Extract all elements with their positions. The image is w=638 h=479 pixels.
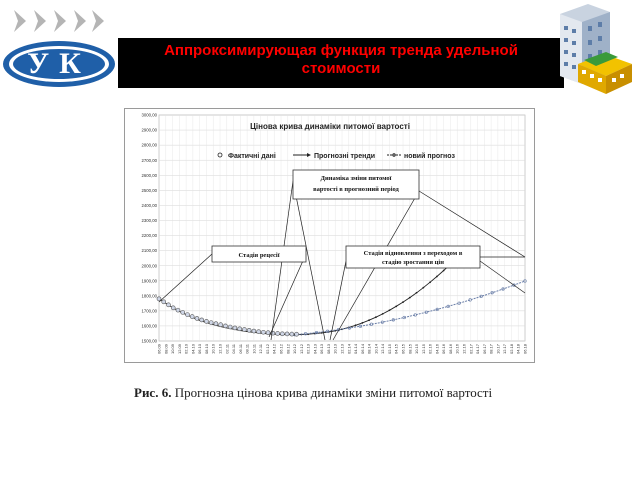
x-tick-label: 06.11 [237,344,243,354]
annotation-forecast-line2: вартості в прогнозний період [313,186,399,193]
x-tick-label: 06.10 [197,344,203,355]
x-tick-label: 06.15 [400,344,406,355]
series-point-trend [382,313,384,315]
series-point-actual [176,308,180,312]
series-point-actual [195,316,199,320]
x-tick-label: 02.12 [264,344,270,355]
x-tick-label: 04.13 [312,344,318,355]
series-point-actual [223,324,227,328]
x-tick-label: 12.09 [176,344,182,355]
series-point-trend [389,309,391,311]
x-tick-label: 08.16 [447,344,453,355]
y-tick-label: 2400,00 [141,203,157,208]
x-tick-label: 06.12 [278,344,284,355]
figure-caption [134,385,554,401]
y-tick-label: 3000,00 [141,112,157,118]
x-tick-label: 12.17 [502,344,508,355]
series-point-actual [157,297,161,301]
x-tick-label: 12.14 [380,344,386,355]
y-tick-label: 2100,00 [141,248,157,254]
y-tick-label: 1800,00 [141,293,157,299]
x-tick-label: 06.18 [522,344,528,355]
x-tick-label: 10.12 [292,344,298,355]
x-tick-label: 04.15 [393,344,399,355]
y-tick-label: 2700,00 [141,157,157,163]
x-tick-label: 04.14 [353,344,359,355]
x-tick-label: 08.14 [366,344,372,355]
x-tick-label: 06.16 [441,344,447,355]
x-tick-label: 02.15 [386,344,392,355]
page-title [118,38,564,88]
series-point-actual [295,332,299,336]
x-tick-label: 12.10 [217,344,223,355]
legend-arrow-trend [307,153,311,157]
y-tick-label: 1600,00 [141,323,157,329]
x-tick-label: 08.10 [203,344,209,355]
x-tick-label: 10.17 [495,344,501,355]
series-point-actual [233,326,237,330]
series-point-actual [200,318,204,322]
x-tick-label: 04.10 [190,344,196,355]
y-tick-label: 2300,00 [141,218,157,224]
x-tick-label: 10.14 [373,344,379,355]
series-point-actual [209,321,213,325]
x-tick-label: 12.15 [420,344,426,355]
series-point-trend [402,301,404,303]
building-icon [548,2,638,100]
y-tick-label: 2000,00 [141,263,157,269]
chart [125,109,534,362]
x-tick-label: 10.13 [332,344,338,355]
chart-grid [159,115,525,341]
series-point-actual [242,328,246,332]
x-tick-label: 04.18 [515,344,521,355]
x-tick-label: 02.16 [427,344,433,355]
y-tick-label: 1500,00 [141,338,157,344]
series-point-trend [355,324,357,326]
series-point-actual [285,332,289,336]
series-point-actual [266,331,270,335]
chevron-right-icon [12,8,28,34]
series-point-trend [436,276,438,278]
series-point-actual [276,331,280,335]
legend-label-actual: Фактичні дані [228,153,276,160]
annotation-forecast-line1: Динаміка зміни питомої [320,175,392,182]
x-tick-label: 10.10 [210,344,216,355]
x-tick-label: 12.16 [461,344,467,355]
x-tick-label: 08.09 [163,344,169,355]
series-point-actual [247,328,251,332]
x-tick-label: 10.11 [251,344,257,354]
x-tick-label: 10.16 [454,344,460,355]
x-tick-label: 06.13 [319,344,325,355]
series-point-actual [171,306,175,310]
series-point-trend [368,319,370,321]
x-tick-label: 08.15 [407,344,413,355]
y-tick-label: 2500,00 [141,187,157,193]
legend-label-trend: Прогнозні тренди [314,153,376,160]
chevron-right-icon [72,8,88,34]
y-tick-label: 2200,00 [141,233,157,239]
x-tick-label: 02.14 [346,344,352,355]
series-point-actual [214,322,218,326]
chevron-right-icon [90,8,106,34]
x-tick-label: 02.10 [183,344,189,355]
x-tick-label: 12.13 [339,344,345,355]
x-tick-label: 06.14 [359,344,365,355]
x-tick-label: 02.18 [508,344,514,355]
x-tick-label: 02.17 [468,344,474,355]
series-point-actual [257,330,261,334]
series-point-actual [190,315,194,319]
series-point-actual [290,332,294,336]
logo [0,38,118,90]
chart-legend [218,152,455,160]
series-point-actual [228,325,232,329]
chevron-right-icon [32,8,48,34]
annotation-recovery-line2: стадію зростання цін [382,259,444,266]
series-point-actual [166,303,170,307]
caption-label: Рис. 6. [134,385,172,400]
series-point-trend [395,305,397,307]
series-point-trend [422,287,424,289]
series-point-trend [416,292,418,294]
series-point-trend [443,270,445,272]
series-point-actual [181,310,185,314]
legend-label-new: новий прогноз [404,153,455,160]
y-tick-label: 1900,00 [141,278,157,284]
series-point-actual [185,313,189,317]
series-point-trend [409,297,411,299]
x-tick-label: 04.16 [434,344,440,355]
x-tick-label: 04.17 [475,344,481,355]
caption-text: Прогнозна цінова крива динаміки зміни питомої вартості [174,385,493,400]
series-point-actual [238,327,242,331]
x-tick-label: 12.12 [298,344,304,355]
chevron-right-icon [52,8,68,34]
series-point-actual [162,300,166,304]
x-tick-label: 08.13 [325,344,331,355]
series-point-actual [204,319,208,323]
x-tick-label: 12.11 [258,344,264,354]
y-tick-label: 1700,00 [141,308,157,314]
annotation-leader-line [159,254,212,302]
y-tick-label: 2900,00 [141,127,157,133]
series-point-trend [375,316,377,318]
annotation-recovery-line1: Стадія відновлення з переходом в [363,250,463,257]
series-point-trend [361,322,363,324]
x-tick-label: 02.11 [224,344,230,354]
series-point-actual [219,323,223,327]
x-tick-label: 08.17 [488,344,494,355]
x-tick-label: 08.12 [285,344,291,355]
chart-frame [124,108,535,363]
series-point-trend [429,281,431,283]
chart-title: Цінова крива динаміки питомої вартості [250,122,410,131]
title-line-2: стоимости [301,60,381,77]
x-tick-label: 10.15 [414,344,420,355]
annotation-leader-line [269,254,306,337]
x-axis [157,343,528,354]
x-tick-label: 02.13 [305,344,311,355]
y-tick-label: 2600,00 [141,172,157,178]
x-tick-label: 04.11 [231,344,237,354]
x-tick-label: 06.17 [481,344,487,355]
series-point-actual [280,332,284,336]
y-axis [141,113,157,344]
logo-text: УК [27,47,91,80]
series-point-actual [252,329,256,333]
x-tick-label: 10.09 [170,344,176,355]
x-tick-label: 04.12 [271,344,277,355]
x-tick-label: 06.09 [156,344,162,355]
title-line-1: Аппроксимирующая функция тренда удельной [164,42,518,59]
series-point-actual [261,330,265,334]
annotation-leader-line [330,261,346,340]
x-tick-label: 08.11 [244,344,250,354]
annotation-recession: Стадія рецесії [238,252,280,259]
y-tick-label: 2800,00 [141,142,157,148]
